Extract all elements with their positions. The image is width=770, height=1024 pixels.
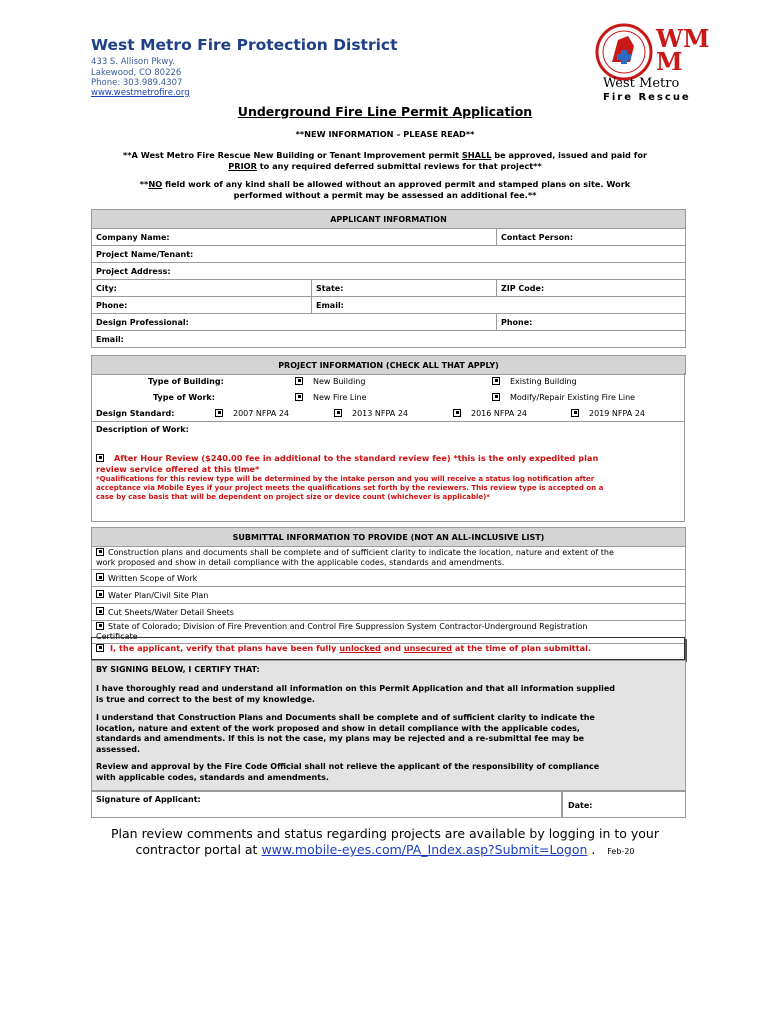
notice-line-4: performed without a permit may be assessed an additional fee.** <box>233 190 537 200</box>
svg-text:WM: WM <box>656 24 710 53</box>
notice-heading: **NEW INFORMATION – PLEASE READ** <box>295 129 475 139</box>
project-info-header: PROJECT INFORMATION (CHECK ALL THAT APPLY) <box>92 356 686 375</box>
state-field[interactable]: State: <box>312 280 497 297</box>
notice-line-2: PRIOR to any required deferred submittal reviews for that project** <box>228 161 542 171</box>
notice-line-3: **NO field work of any kind shall be allowed without an approved permit and stamped plans on site. Work <box>139 179 631 189</box>
project-name-field[interactable]: Project Name/Tenant: <box>92 246 686 263</box>
email-field[interactable]: Email: <box>312 297 686 314</box>
checkbox-icon[interactable] <box>96 644 104 652</box>
submittal-item-water-plan[interactable]: Water Plan/Civil Site Plan <box>92 587 686 604</box>
submittal-item-plans[interactable]: Construction plans and documents shall be complete and of sufficient clarity to indicate the location, nature and extent of the work proposed and show in detail compliance with the applicable codes, standards and amendments. <box>92 547 686 570</box>
certify-paragraph-3: Review and approval by the Fire Code Official shall not relieve the applicant of the responsibility of compliance with applicable codes, standards and amendments. <box>96 762 600 782</box>
design-phone-field[interactable]: Phone: <box>497 314 686 331</box>
design-professional-field[interactable]: Design Professional: <box>92 314 497 331</box>
new-building-option[interactable]: New Building <box>295 377 365 386</box>
date-field[interactable]: Date: <box>561 790 686 818</box>
design-standard-label: Design Standard: <box>96 409 175 418</box>
certify-paragraph-1: I have thoroughly read and understand all information on this Permit Application and that all information supplied is true and correct to the best of my knowledge. <box>96 684 615 704</box>
design-email-field[interactable]: Email: <box>92 331 686 348</box>
footer-note: Plan review comments and status regarding projects are available by logging in to your contractor portal at www.mobile-eyes.com/PA_Index.asp?Submit=Logon . Feb-20 <box>111 826 659 857</box>
phone-field[interactable]: Phone: <box>92 297 312 314</box>
checkbox-icon[interactable] <box>96 622 104 630</box>
certify-heading: BY SIGNING BELOW, I CERTIFY THAT: <box>96 665 260 674</box>
zip-field[interactable]: ZIP Code: <box>497 280 686 297</box>
type-of-building-label: Type of Building: <box>148 377 224 386</box>
modify-repair-option[interactable]: Modify/Repair Existing Fire Line <box>492 393 635 402</box>
applicant-info-header: APPLICANT INFORMATION <box>92 210 686 229</box>
after-hour-review-option[interactable]: After Hour Review ($240.00 fee in additional to the standard review fee) *this is the only expedited plan review service offered at this time* <box>96 453 599 474</box>
nfpa-2013-option[interactable]: 2013 NFPA 24 <box>334 409 408 418</box>
address-line-2: Lakewood, CO 80226 <box>91 68 182 78</box>
contact-person-field[interactable]: Contact Person: <box>497 229 686 246</box>
notice-line-1: **A West Metro Fire Rescue New Building or Tenant Improvement permit SHALL be approved, issued and paid for <box>122 150 647 160</box>
mobile-eyes-link[interactable]: www.mobile-eyes.com/PA_Index.asp?Submit=Logon <box>261 842 588 857</box>
nfpa-2019-option[interactable]: 2019 NFPA 24 <box>571 409 645 418</box>
city-field[interactable]: City: <box>92 280 312 297</box>
verify-box[interactable]: I, the applicant, verify that plans have been fully unlocked and unsecured at the time of plan submittal. <box>91 637 685 660</box>
logo-text-west-metro: West Metro <box>603 76 680 91</box>
description-frame <box>91 421 685 522</box>
qualifications-note: *Qualifications for this review type will be determined by the intake person and you will receive a status log notification after acceptance via Mobile Eyes if your project meets the qualifications set forth by the reviewers. This review type is accepted on a case by case basis that will be dependent on project size or device count (whichever is applicable)* <box>96 475 604 501</box>
logo-text-fire-rescue: Fire Rescue <box>603 92 691 103</box>
nfpa-2016-option[interactable]: 2016 NFPA 24 <box>453 409 527 418</box>
document-title: Underground Fire Line Permit Application <box>237 104 533 119</box>
applicant-info-table <box>91 209 686 348</box>
signature-field[interactable]: Signature of Applicant: <box>91 790 563 818</box>
project-info-table <box>91 355 686 375</box>
phone-number: Phone: 303.989.4307 <box>91 78 183 88</box>
submittal-header: SUBMITTAL INFORMATION TO PROVIDE (NOT AN ALL-INCLUSIVE LIST) <box>92 528 686 547</box>
svg-text:M: M <box>656 47 683 76</box>
company-name-field[interactable]: Company Name: <box>92 229 497 246</box>
website-link[interactable]: www.westmetrofire.org <box>91 88 190 98</box>
project-address-field[interactable]: Project Address: <box>92 263 686 280</box>
checkbox-icon[interactable] <box>96 548 104 556</box>
existing-building-option[interactable]: Existing Building <box>492 377 577 386</box>
description-of-work-label: Description of Work: <box>96 425 189 434</box>
project-options-frame <box>91 373 685 422</box>
submittal-table <box>91 527 686 644</box>
nfpa-2007-option[interactable]: 2007 NFPA 24 <box>215 409 289 418</box>
submittal-item-scope[interactable]: Written Scope of Work <box>92 570 686 587</box>
certify-paragraph-2: I understand that Construction Plans and Documents shall be complete and of sufficient clarity to indicate the location, nature and extent of the work proposed and show in detail compliance with the applicable codes, standards and amendments. If this is not the case, my plans may be rejected and a re-submittal fee may be assessed. <box>96 713 595 754</box>
checkbox-icon[interactable] <box>96 573 104 581</box>
submittal-item-cut-sheets[interactable]: Cut Sheets/Water Detail Sheets <box>92 604 686 621</box>
checkbox-icon[interactable] <box>96 590 104 598</box>
org-name: West Metro Fire Protection District <box>91 36 398 54</box>
checkbox-icon[interactable] <box>96 607 104 615</box>
submittal-item-state-cert[interactable]: State of Colorado; Division of Fire Prevention and Control Fire Suppression System Contractor-Underground Registration Certificate <box>92 621 686 644</box>
address-line-1: 433 S. Allison Pkwy. <box>91 57 175 67</box>
revision-date: Feb-20 <box>607 847 635 856</box>
new-fire-line-option[interactable]: New Fire Line <box>295 393 366 402</box>
type-of-work-label: Type of Work: <box>153 393 215 402</box>
